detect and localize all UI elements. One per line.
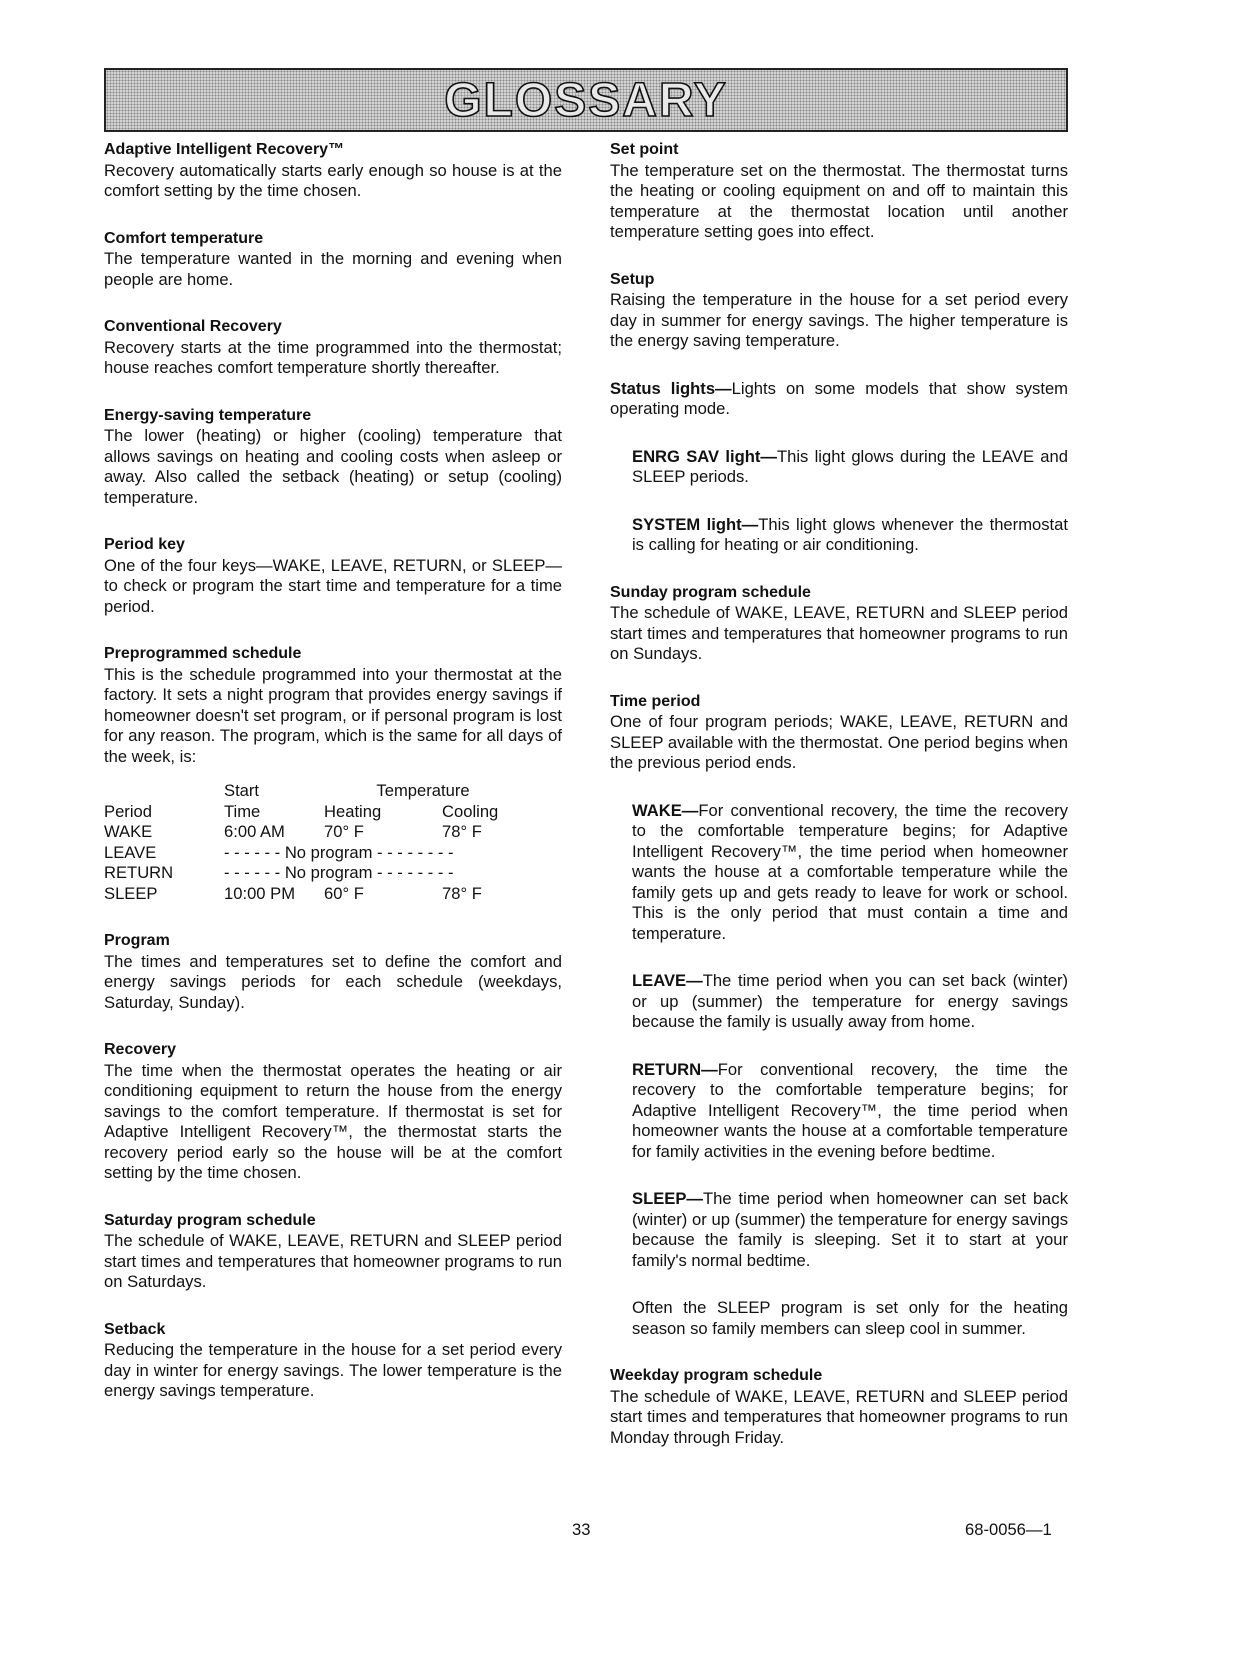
definition: The temperature wanted in the morning and evening when people are home. bbox=[104, 249, 562, 289]
document-number: 68-0056—1 bbox=[965, 1520, 1052, 1539]
term: SYSTEM light— bbox=[632, 514, 759, 534]
term: Energy-saving temperature bbox=[104, 406, 312, 424]
sleep-note: Often the SLEEP program is set only for the heating season so family members can sleep cool in summer. bbox=[632, 1298, 1068, 1338]
term: LEAVE— bbox=[632, 971, 703, 990]
entry-system-light bbox=[632, 515, 1068, 556]
term: Saturday program schedule bbox=[104, 1211, 316, 1229]
definition: One of four program periods; WAKE, LEAVE, RETURN and SLEEP available with the thermostat. One period begins when the previous period ends. bbox=[610, 712, 1068, 772]
right-column bbox=[610, 140, 1068, 1475]
table-cell: RETURN bbox=[104, 863, 174, 882]
table-row bbox=[104, 863, 522, 884]
definition: This is the schedule programmed into your thermostat at the factory. It sets a night program that provides energy savings if homeowner doesn't set program, or if personal program is lost for any reason. The program, which is the same for all days of the week, is: bbox=[104, 664, 562, 766]
table-cell: 78° F bbox=[442, 883, 482, 903]
column-header: Temperature bbox=[376, 781, 470, 800]
term: Period key bbox=[104, 536, 185, 553]
entry-preprogrammed-schedule bbox=[104, 644, 562, 767]
term: Conventional Recovery bbox=[104, 318, 282, 335]
term: Recovery bbox=[104, 1041, 177, 1058]
term: RETURN— bbox=[632, 1059, 718, 1079]
definition: One of the four keys—WAKE, LEAVE, RETURN, or SLEEP—to check or program the start time and temperature for a time period. bbox=[104, 555, 562, 616]
entry-sunday-schedule bbox=[610, 583, 1068, 665]
table-cell: - - - - - - No program - - - - - - - - bbox=[224, 842, 454, 862]
term: Sunday program schedule bbox=[610, 583, 811, 601]
entry-adaptive-recovery bbox=[104, 140, 562, 202]
entry-comfort-temperature bbox=[104, 229, 562, 291]
table-header-row bbox=[104, 781, 522, 802]
term: Setup bbox=[610, 270, 655, 288]
entry-setback bbox=[104, 1320, 562, 1402]
entry-period-key bbox=[104, 535, 562, 617]
term: SLEEP— bbox=[632, 1189, 704, 1208]
entry-wake bbox=[632, 801, 1068, 945]
definition: The schedule of WAKE, LEAVE, RETURN and SLEEP period start times and temperatures that homeowner programs to run Monday through Friday. bbox=[610, 1386, 1068, 1447]
definition: The schedule of WAKE, LEAVE, RETURN and SLEEP period start times and temperatures that homeowner programs to run on Sundays. bbox=[610, 603, 1068, 663]
entry-energy-saving-temperature bbox=[104, 406, 562, 509]
table-row bbox=[104, 884, 522, 905]
definition: Reducing the temperature in the house for a set period every day in winter for energy savings. The lower temperature is the energy savings temperature. bbox=[104, 1340, 562, 1400]
table-cell: 78° F bbox=[442, 822, 482, 841]
table-cell: SLEEP bbox=[104, 883, 158, 903]
definition: The schedule of WAKE, LEAVE, RETURN and SLEEP period start times and temperatures that homeowner programs to run on Saturdays. bbox=[104, 1231, 562, 1291]
entry-leave bbox=[632, 971, 1068, 1033]
entry-setup bbox=[610, 270, 1068, 352]
definition: The time when the thermostat operates the heating or air conditioning equipment to return the house from the energy savings to the comfort temperature. If thermostat is set for Adaptive Intelligent Recovery™, the thermostat starts the recovery period early so the house will be at the comfort setting by the time chosen. bbox=[104, 1060, 562, 1182]
entry-return bbox=[632, 1060, 1068, 1163]
entry-sleep bbox=[632, 1189, 1068, 1271]
column-header: Heating bbox=[324, 801, 382, 821]
preprogrammed-schedule-table bbox=[104, 781, 522, 904]
table-cell: 70° F bbox=[324, 822, 364, 841]
table-cell: - - - - - - No program - - - - - - - - bbox=[224, 863, 454, 882]
definition: Lights on some models that show system operating mode. bbox=[610, 378, 1068, 418]
table-cell: WAKE bbox=[104, 822, 153, 841]
definition: This light glows during the LEAVE and SLEEP periods. bbox=[632, 446, 1068, 486]
table-header-row bbox=[104, 802, 522, 823]
entry-enrg-sav-light bbox=[632, 447, 1068, 488]
table-cell: LEAVE bbox=[104, 842, 157, 862]
glossary-banner bbox=[104, 68, 1068, 132]
page-title: GLOSSARY bbox=[444, 73, 728, 127]
term: Setback bbox=[104, 1320, 166, 1338]
entry-recovery bbox=[104, 1040, 562, 1184]
left-column bbox=[104, 140, 562, 1429]
definition: The temperature set on the thermostat. The thermostat turns the heating or cooling equipment on and off to maintain this temperature at the thermostat location until another temperature setting goes into effect. bbox=[610, 160, 1068, 241]
definition: Recovery starts at the time programmed into the thermostat; house reaches comfort temperature shortly thereafter. bbox=[104, 337, 562, 377]
table-cell: 60° F bbox=[324, 883, 364, 903]
term: Comfort temperature bbox=[104, 229, 264, 247]
definition: The time period when you can set back (winter) or up (summer) the temperature for energy savings because the family is usually away from home. bbox=[632, 971, 1068, 1031]
entry-saturday-schedule bbox=[104, 1211, 562, 1293]
definition: For conventional recovery, the time the recovery to the comfortable temperature begins; for Adaptive Intelligent Recovery™, the time period when homeowner wants the house at a comfortable temperature for family activities in the evening before bedtime. bbox=[632, 1059, 1068, 1161]
definition: The lower (heating) or higher (cooling) temperature that allows savings on heating and cooling costs when asleep or away. Also called the setback (heating) or setup (cooling) temperature. bbox=[104, 426, 562, 507]
definition: The times and temperatures set to define the comfort and energy savings periods for each schedule (weekdays, Saturday, Sunday). bbox=[104, 951, 562, 1012]
entry-conventional-recovery bbox=[104, 317, 562, 379]
column-header: Time bbox=[224, 801, 261, 821]
term: Adaptive Intelligent Recovery™ bbox=[104, 141, 345, 158]
column-header: Start bbox=[224, 781, 260, 800]
term: Time period bbox=[610, 692, 701, 710]
term: Weekday program schedule bbox=[610, 1367, 823, 1384]
term: Set point bbox=[610, 141, 679, 158]
table-row bbox=[104, 822, 522, 843]
term: ENRG SAV light— bbox=[632, 446, 777, 466]
table-row bbox=[104, 843, 522, 864]
entry-weekday-schedule bbox=[610, 1366, 1068, 1448]
term: Preprogrammed schedule bbox=[104, 645, 302, 662]
term: WAKE— bbox=[632, 800, 699, 820]
entry-set-point bbox=[610, 140, 1068, 243]
column-header: Period bbox=[104, 801, 152, 821]
table-cell: 6:00 AM bbox=[224, 822, 285, 841]
entry-status-lights bbox=[610, 379, 1068, 420]
column-header: Cooling bbox=[442, 801, 499, 821]
definition: Recovery automatically starts early enough so house is at the comfort setting by the time chosen. bbox=[104, 160, 562, 200]
definition: Raising the temperature in the house for a set period every day in summer for energy savings. The higher temperature is the energy saving temperature. bbox=[610, 290, 1068, 350]
definition: This light glows whenever the thermostat is calling for heating or air conditioning. bbox=[632, 514, 1068, 554]
page-number: 33 bbox=[572, 1520, 591, 1539]
term: Program bbox=[104, 932, 170, 949]
entry-time-period bbox=[610, 692, 1068, 774]
definition: For conventional recovery, the time the recovery to the comfortable temperature begins; for Adaptive Intelligent Recovery™, the time period when homeowner wants the house at a comfortable temperature while the family gets up and gets ready to leave for work or school. This is the only period that must contain a time and temperature. bbox=[632, 800, 1068, 943]
definition: The time period when homeowner can set back (winter) or up (summer) the temperature for energy savings because the family is sleeping. Set it to start at your family's normal bedtime. bbox=[632, 1189, 1068, 1270]
term: Status lights— bbox=[610, 378, 732, 398]
table-cell: 10:00 PM bbox=[224, 883, 296, 903]
entry-program bbox=[104, 931, 562, 1013]
